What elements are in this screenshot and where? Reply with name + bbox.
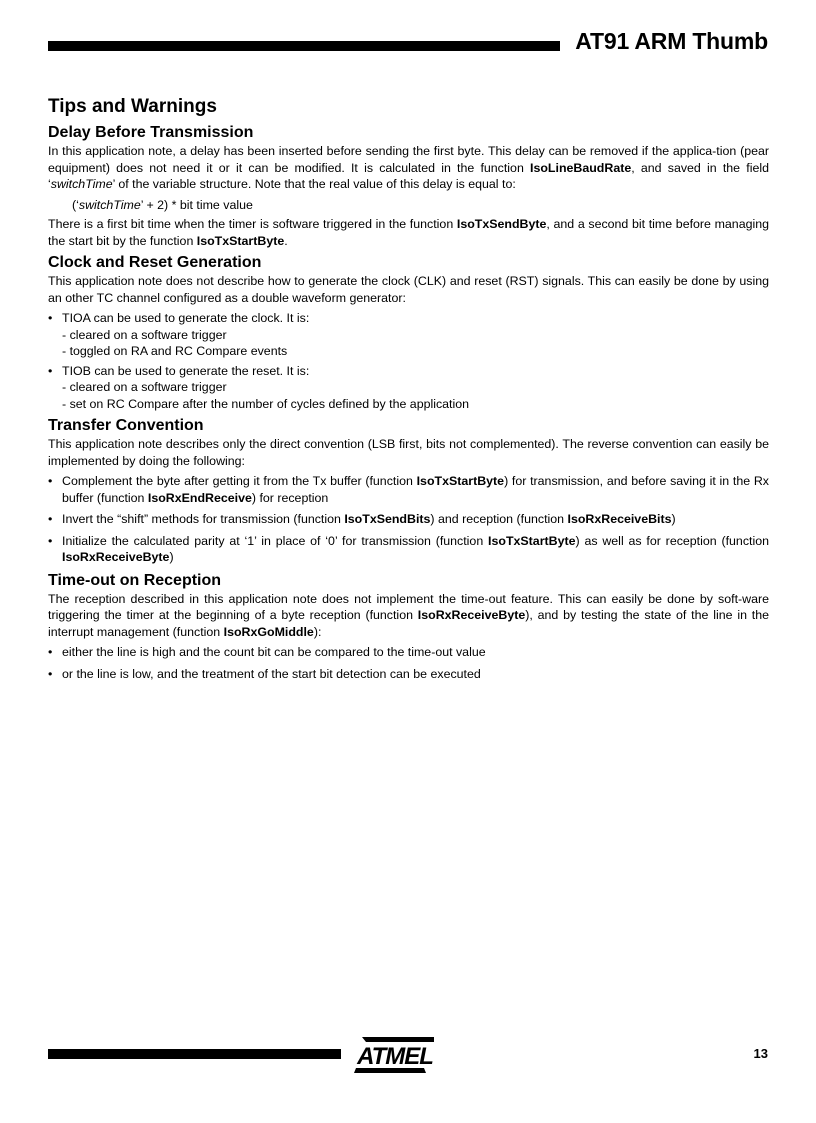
list-item: • or the line is low, and the treatment of the start bit detection can be executed — [48, 666, 769, 683]
list-item: • Invert the “shift” methods for transmission (function IsoTxSendBits) and reception (function IsoRxReceiveBits) — [48, 511, 769, 528]
list-item: • TIOB can be used to generate the reset. It is: - cleared on a software trigger - set on RC Compare after the number of cycles defined by the application — [48, 363, 769, 413]
delay-formula: (‘switchTime’ + 2) * bit time value — [72, 197, 253, 212]
section-title: Tips and Warnings — [48, 96, 217, 117]
timeout-heading: Time-out on Reception — [48, 571, 222, 589]
page-content — [48, 95, 769, 687]
clock-list — [48, 310, 769, 412]
footer-rule — [48, 1049, 341, 1059]
list-item: • Complement the byte after getting it from the Tx buffer (function IsoTxStartByte) for transmission, and before saving it in the Rx buffer (function IsoRxEndReceive) for reception — [48, 473, 769, 506]
delay-paragraph-1: In this application note, a delay has been inserted before sending the first byte. This delay can be removed if the applica-tion (pear equipment) does not need it or it can be modified. It is calculated in the function IsoLineBaudRate, and saved in the field ‘switchTime’ of the variable structure. Note that the real value of this delay is equal to: — [48, 144, 769, 191]
list-item: • TIOA can be used to generate the clock. It is: - cleared on a software trigger - toggled on RA and RC Compare events — [48, 310, 769, 360]
transfer-list — [48, 473, 769, 566]
clock-paragraph: This application note does not describe how to generate the clock (CLK) and reset (RST) signals. This can easily be done by using an other TC channel configured as a double waveform generator: — [48, 274, 769, 305]
clock-heading: Clock and Reset Generation — [48, 254, 262, 271]
delay-paragraph-2: There is a first bit time when the timer is software triggered in the function IsoTxSendByte, and a second bit time before managing the start bit by the function IsoTxStartByte. — [48, 217, 770, 248]
header-rule — [48, 41, 560, 51]
transfer-heading: Transfer Convention — [48, 417, 204, 434]
page-number: 13 — [753, 1046, 768, 1061]
timeout-paragraph: The reception described in this application note does not implement the time-out feature. This can easily be done by soft-ware triggering the timer at the beginning of a byte reception (function IsoRxReceiveByte), and by testing the state of the line in the interrupt management (function IsoRxGoMiddle): — [48, 591, 770, 639]
timeout-list — [48, 644, 769, 682]
list-item: • Initialize the calculated parity at ‘1’ in place of ‘0’ for transmission (function IsoTxStartByte) as well as for reception (function IsoRxReceiveByte) — [48, 533, 769, 566]
document-title: AT91 ARM Thumb — [575, 28, 768, 54]
svg-text:ATMEL: ATMEL — [357, 1043, 433, 1070]
delay-heading: Delay Before Transmission — [48, 124, 254, 141]
atmel-logo — [352, 1033, 436, 1075]
list-item: • either the line is high and the count bit can be compared to the time-out value — [48, 644, 769, 661]
transfer-paragraph: This application note describes only the direct convention (LSB first, bits not complemented). The reverse convention can easily be implemented by doing the following: — [48, 437, 769, 468]
